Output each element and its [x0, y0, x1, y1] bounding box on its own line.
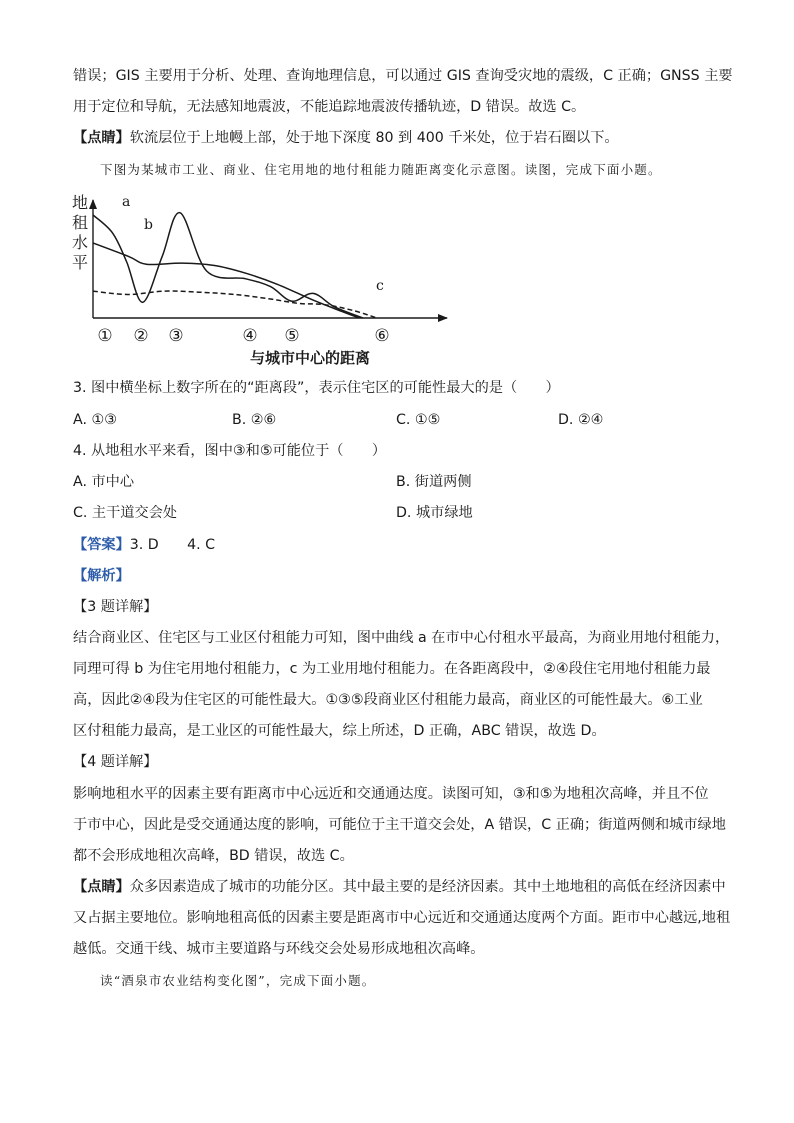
next-figure-intro: 读“酒泉市农业结构变化图”，完成下面小题。	[100, 973, 376, 988]
comment2-tag: 【点睛】	[73, 879, 130, 895]
analysis-tag: 【解析】	[73, 568, 130, 584]
x-axis-label: 与城市中心的距离	[249, 349, 371, 367]
y-axis-label-char-2: 租	[72, 213, 89, 232]
prev-comment	[73, 128, 619, 148]
q4-detail-line-1: 影响地租水平的因素主要有距离市中心远近和交通通达度。读图可知，③和⑤为地租次高峰，并且不位	[73, 786, 709, 802]
q3-detail-line-1: 结合商业区、住宅区与工业区付租能力可知，图中曲线 a 在市中心付租水平最高，为商业用地付租能力，	[73, 630, 730, 646]
q3-option-b[interactable]: B. ②⑥	[232, 412, 277, 428]
q4-option-a[interactable]: A. 市中心	[73, 474, 135, 490]
q4-option-d[interactable]: D. 城市绿地	[396, 505, 473, 521]
comment2-line-3: 越低。交通干线、城市主要道路与环线交会处易形成地租次高峰。	[73, 941, 485, 957]
tick-4: ④	[242, 326, 258, 346]
q4-stem: 4. 从地租水平来看，图中③和⑤可能位于（ ）	[73, 443, 387, 459]
prev-explanation-line-2: 用于定位和导航，无法感知地震波，不能追踪地震波传播轨迹，D 错误。故选 C。	[73, 99, 586, 115]
y-axis-label-char-1: 地	[72, 193, 89, 212]
q3-detail-tag: 【3 题详解】	[73, 599, 158, 615]
q3-option-d[interactable]: D. ②④	[558, 412, 604, 428]
rent-distance-figure	[70, 188, 470, 370]
tick-3: ③	[168, 326, 184, 346]
comment2-line-2: 又占据主要地位。影响地租高低的因素主要是距离市中心远近和交通通达度两个方面。距市中心越远,地租	[73, 910, 731, 926]
q3-stem: 3. 图中横坐标上数字所在的“距离段”，表示住宅区的可能性最大的是（ ）	[73, 380, 560, 396]
answer-tag: 【答案】	[73, 537, 130, 553]
curve-a	[93, 213, 363, 318]
tick-2: ②	[133, 326, 149, 346]
y-axis-label-char-4: 平	[72, 253, 89, 272]
q3-detail-line-3: 高，因此②④段为住宅区的可能性最大。①③⑤段商业区付租能力最高，商业区的可能性最大。⑥工业	[73, 692, 703, 708]
q4-detail-line-3: 都不会形成地租次高峰，BD 错误，故选 C。	[73, 848, 354, 864]
q3-option-a[interactable]: A. ①③	[73, 412, 117, 428]
q4-option-c[interactable]: C. 主干道交会处	[73, 505, 178, 521]
q4-detail-line-2: 于市中心，因此是受交通通达度的影响，可能位于主干道交会处，A 错误，C 正确；街道两侧和城市绿地	[73, 817, 726, 833]
q3-detail-line-4: 区付租能力最高，是工业区的可能性最大，综上所述，D 正确，ABC 错误，故选 D。	[73, 723, 606, 739]
tick-1: ①	[97, 326, 113, 346]
curve-label-a: a	[122, 194, 131, 210]
comment2-line-1	[73, 877, 726, 897]
q3-option-c[interactable]: C. ①⑤	[396, 412, 441, 428]
comment2-first: 众多因素造成了城市的功能分区。其中最主要的是经济因素。其中土地地租的高低在经济因素中	[129, 879, 726, 895]
q4-detail-tag: 【4 题详解】	[73, 754, 158, 770]
figure-intro: 下图为某城市工业、商业、住宅用地的地付租能力随距离变化示意图。读图，完成下面小题。	[100, 162, 662, 177]
curve-c	[93, 291, 377, 318]
y-axis-label-char-3: 水	[72, 233, 89, 252]
answer-text: 3. D 4. C	[129, 537, 216, 553]
comment-text: 软流层位于上地幔上部，处于地下深度 80 到 400 千米处，位于岩石圈以下。	[129, 130, 619, 146]
prev-explanation-line-1: 错误；GIS 主要用于分析、处理、查询地理信息，可以通过 GIS 查询受灾地的震级，C 正确；GNSS 主要	[73, 68, 733, 84]
q3-detail-line-2: 同理可得 b 为住宅用地付租能力，c 为工业用地付租能力。在各距离段中，②④段住宅用地付租能力最	[73, 661, 711, 677]
tick-5: ⑤	[284, 326, 300, 346]
curve-label-b: b	[144, 217, 153, 233]
curve-label-c: c	[376, 278, 384, 294]
answer-line	[73, 535, 215, 555]
tick-6: ⑥	[374, 326, 390, 346]
q4-option-b[interactable]: B. 街道两侧	[396, 474, 472, 490]
comment-tag: 【点睛】	[73, 130, 130, 146]
